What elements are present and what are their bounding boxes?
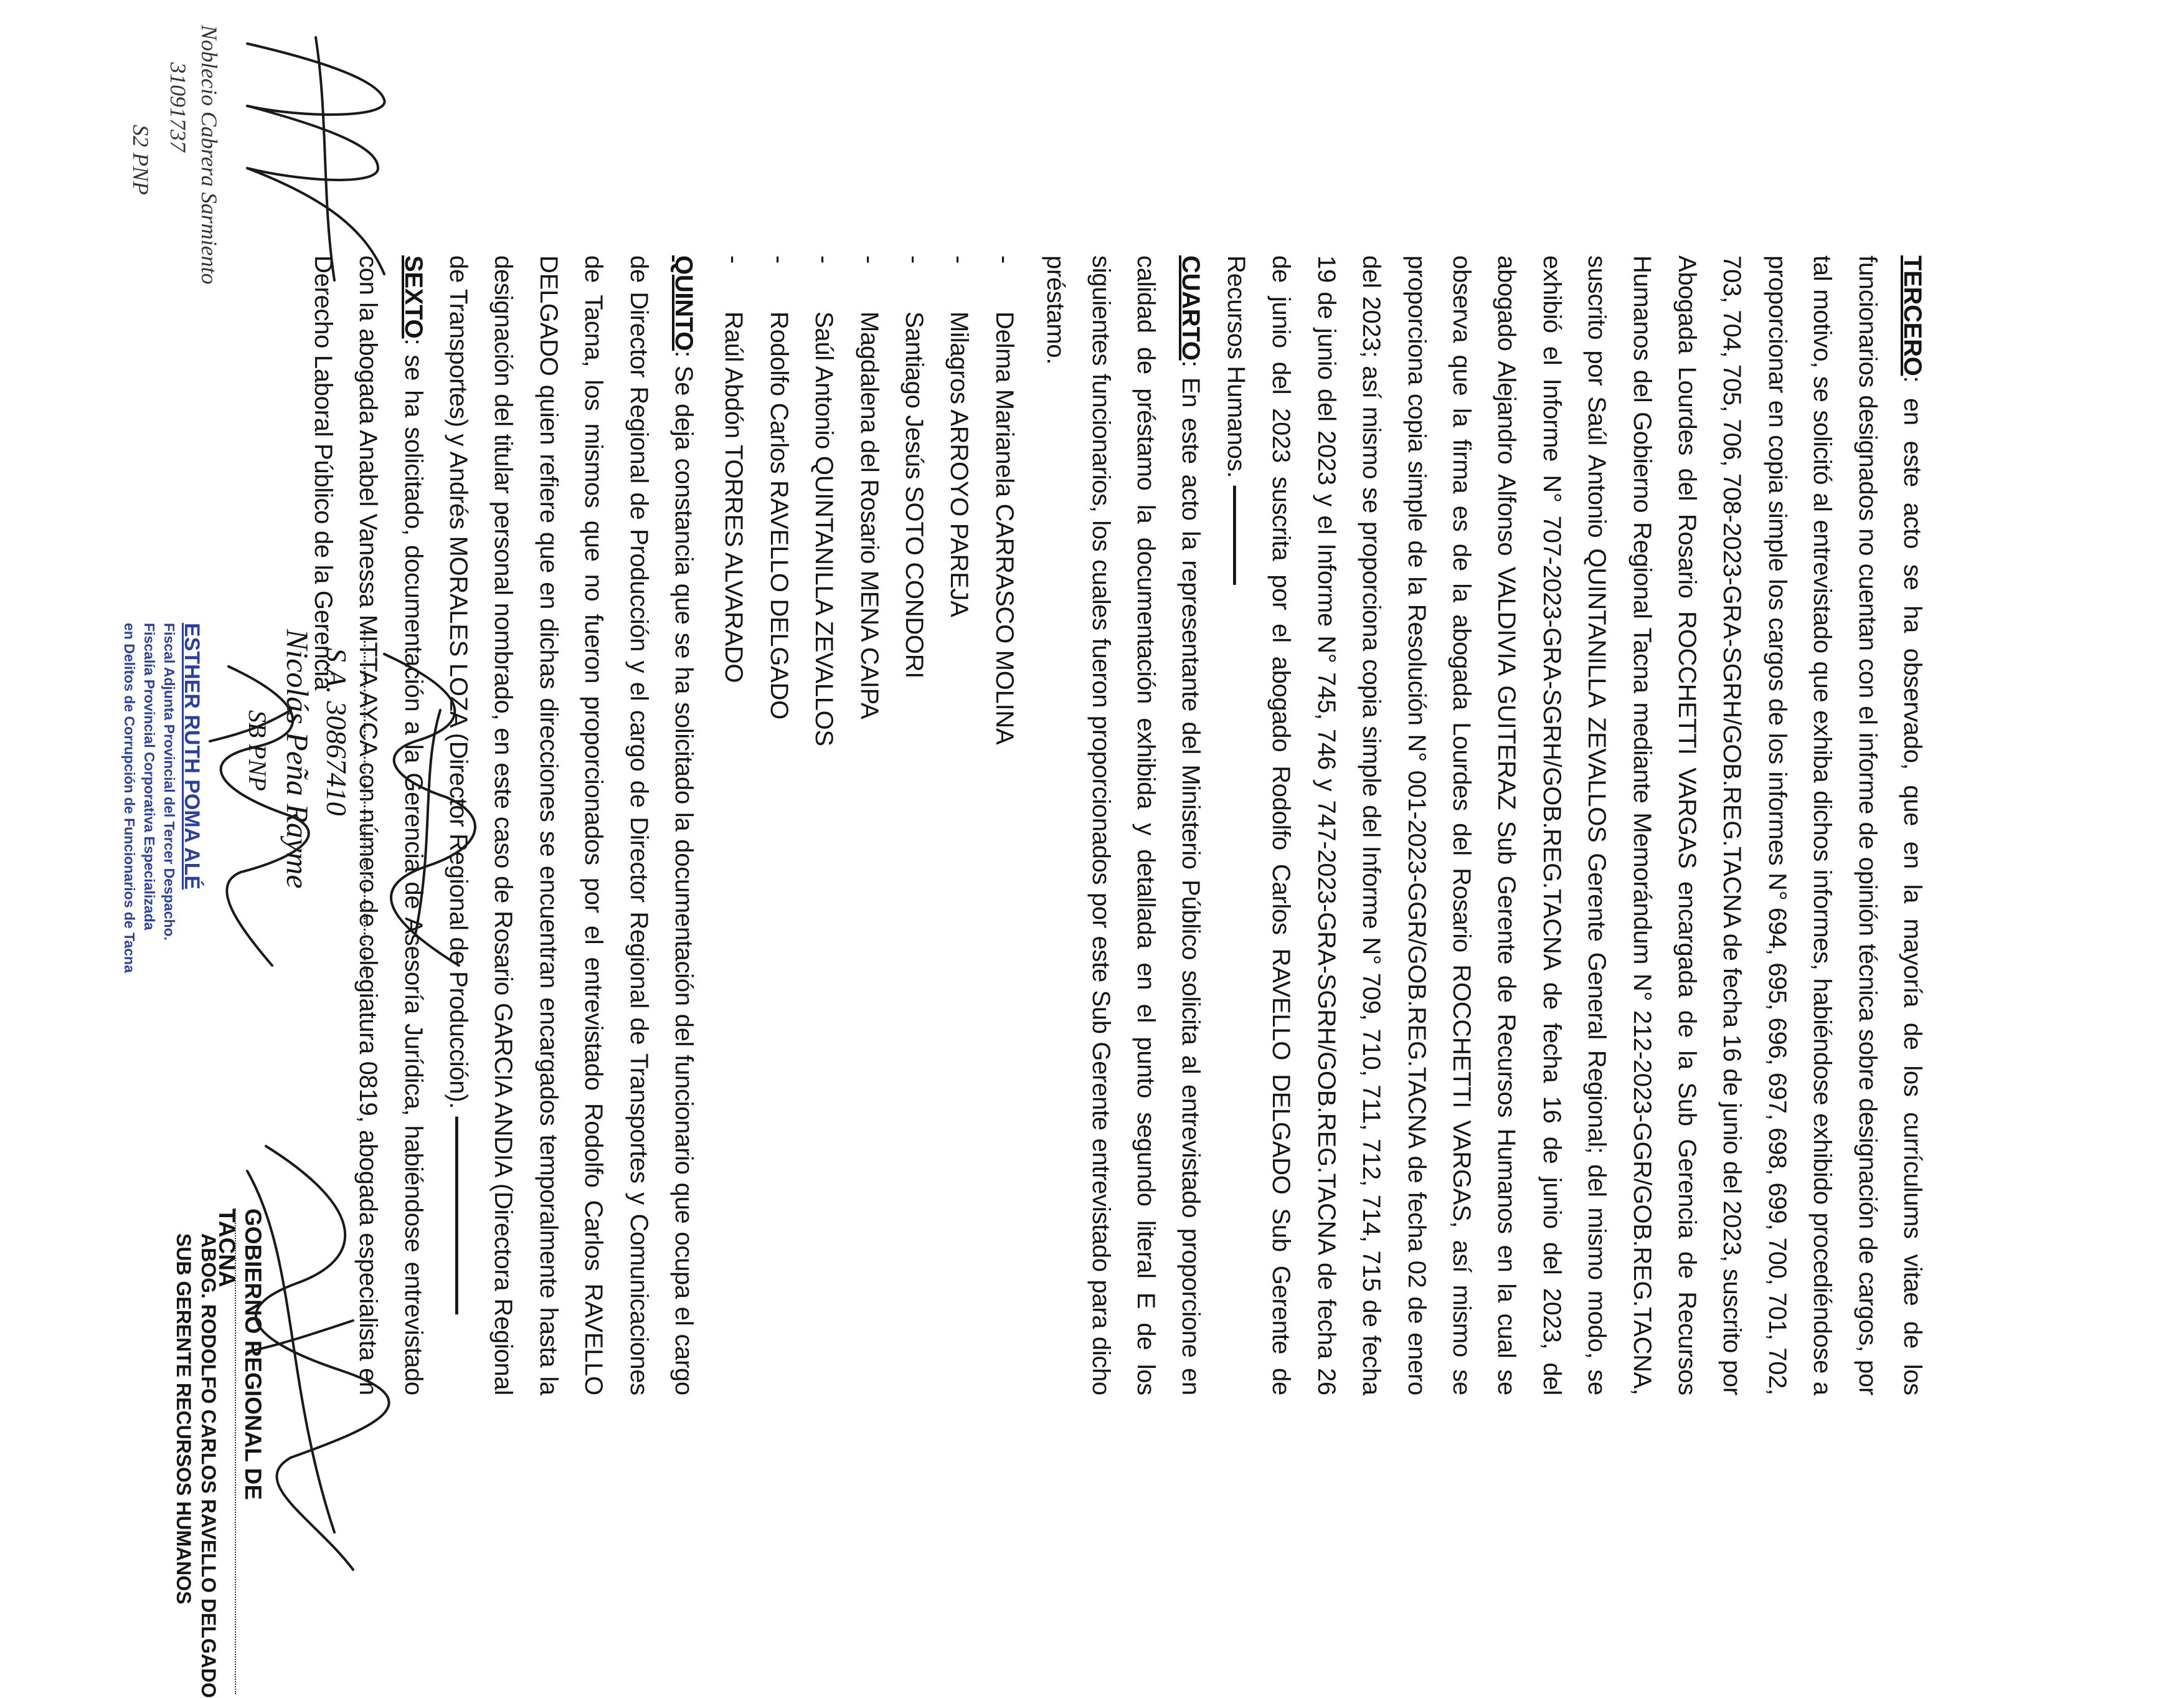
stamp-cip: S.A. 30867410 xyxy=(321,648,352,816)
dash-fill: ---------------------------------- xyxy=(445,1115,472,1313)
stamp-line: Fiscalía Provincial Corporativa Especializada xyxy=(141,623,158,931)
dash-fill: ----------------- xyxy=(1222,485,1250,584)
stamp-rank: S2 PNP xyxy=(128,125,153,195)
text-sexto: : se ha solicitado, documentación a la Gerencia de Asesoría Jurídica, habiéndose entrevistado con la abogada Anabel Vanessa MITTA AYCA con número de colegiatura 0819, abogada especialista en Derecho Laboral Público de la Gerencia xyxy=(309,255,427,1395)
text-tercero: : en este acto se ha observado, que en la mayoría de los currículums vitae de los funcionarios designados no cuentan con el informe de opinión técnica sobre designación de cargos, por tal motivo, se solicitó al entrevistado que exhiba dichos informes, habiéndose exhibido procediéndose a proporcionar en copia simple los cargos de los informes N° 694, 695, 696, 697, 698, 699, 700, 701, 702, 703, 704, 705, 706, 708-2023-GRA-SGRH/GOB.REG.TACNA de fecha 16 de junio del 2023, suscrito por Abogada Lourdes del Rosario ROCCHETTI VARGAS encargada de la Sub Gerencia de Recursos Humanos del Gobierno Regional Tacna mediante Memorándum N° 212-2023-GGR/GOB.REG.TACNA, suscrito por Saúl Antonio QUINTANILLA ZEVALLOS Gerente General Regional; del mismo modo, se exhibió el Informe N° 707-2023-GRA-SGRH/GOB.REG.TACNA de fecha 16 de junio del 2023, del abogado Alejandro Alfonso VALDIVIA GUITERAZ Sub Gerente de Recursos Humanos en la cual se observa que la firma es de la abogada Lourdes del Rosario ROCCHETTI VARGAS, así mismo se proporciona copia simple de la Resolución N° 001-2023-GGR/GOB.REG.TACNA de fecha 02 de enero del 2023; así mismo se proporciona copia simple del Informe N° 709, 710, 711, 712, 714, 715 de fecha 19 de junio del 2023 y el Informe N° 745, 746 y 747-2023-GRA-SGRH/GOB.REG.TACNA de fecha 26 de junio del 2023 suscrita por el abogado Rodolfo Carlos RAVELLO DELGADO Sub Gerente de Recursos Humanos. xyxy=(1222,255,1926,1395)
heading-tercero: TERCERO xyxy=(1899,255,1926,376)
list-item: -Raúl Abdón TORRES ALVARADO xyxy=(720,255,748,683)
text-quinto: : Se deja constancia que se ha solicitado la documentación del funcionario que ocupa el cargo de Director Regional de Producción y el cargo de Director Regional de Transportes y Comunicaciones de Tacna, los mismos que no fueron proporcionados por el entrevistado Rodolfo Carlos RAVELLO DELGADO quien refiere que en dichas direcciones se encuentran encargados temporalmente hasta la designación del titular personal nombrado, en este caso de Rosario GARCIA ANDIA (Directora Regional de Transportes) y Andrés MORALES LOZA (Director Regional de Producción). xyxy=(445,255,698,1395)
stamp-name: Nicolás Peña Rayme xyxy=(280,629,315,889)
paragraph-tercero xyxy=(1214,255,1936,1395)
stamp-signatory: ABOG. RODOLFO CARLOS RAVELLO DELGADO SUB GERENTE RECURSOS HUMANOS xyxy=(173,1233,220,1698)
paragraph-cuarto xyxy=(1033,255,1214,1395)
list-item: -Magdalena del Rosario MENA CAIPA xyxy=(855,255,883,719)
list-item: -Saúl Antonio QUINTANILLA ZEVALLOS xyxy=(810,255,838,746)
heading-quinto: QUINTO xyxy=(670,255,698,351)
signature-pena xyxy=(366,635,503,984)
stamp-cip: 31091737 xyxy=(166,62,191,152)
stamp-cabrera xyxy=(128,25,222,285)
signature-poma xyxy=(204,654,328,978)
list-item: -Rodolfo Carlos RAVELLO DELGADO xyxy=(765,255,793,719)
stamp-title: GOBIERNO REGIONAL DE TACNA xyxy=(214,1208,266,1501)
stamp-name: ESTHER RUTH POMA ALÉ xyxy=(180,623,204,890)
list-item: -Milagros ARROYO PAREJA xyxy=(945,255,973,617)
list-item: -Santiago Jesús SOTO CONDORI xyxy=(901,255,929,679)
heading-cuarto: CUARTO xyxy=(1177,255,1205,361)
stamp-line: Fiscal Adjunta Provincial del Tercer Despacho. xyxy=(161,623,177,941)
stamp-name: Noblecio Cabrera Sarmiento xyxy=(197,25,222,285)
signature-cabrera xyxy=(229,25,403,287)
stamp-fiscal-poma xyxy=(120,623,204,997)
list-item: -Delma Marianela CARRASCO MOLINA xyxy=(990,255,1018,745)
heading-sexto: SEXTO xyxy=(399,255,427,339)
stamp-rank: SB PNP xyxy=(243,710,272,791)
signature-ravello xyxy=(229,1134,390,1582)
stamp-line: en Delitos de Corrupción de Funcionarios de Tacna xyxy=(121,623,138,973)
document-body xyxy=(300,255,1935,1395)
text-cuarto: : En este acto la representante del Ministerio Público solicita al entrevistado proporcione en calidad de préstamo la documentación exhibida y detallada en el punto segundo literal E de los siguientes funcionarios, los cuales fueron proporcionados por este Sub Gerente entrevistado para dicho préstamo. xyxy=(1042,255,1205,1395)
official-list xyxy=(711,255,1027,1395)
